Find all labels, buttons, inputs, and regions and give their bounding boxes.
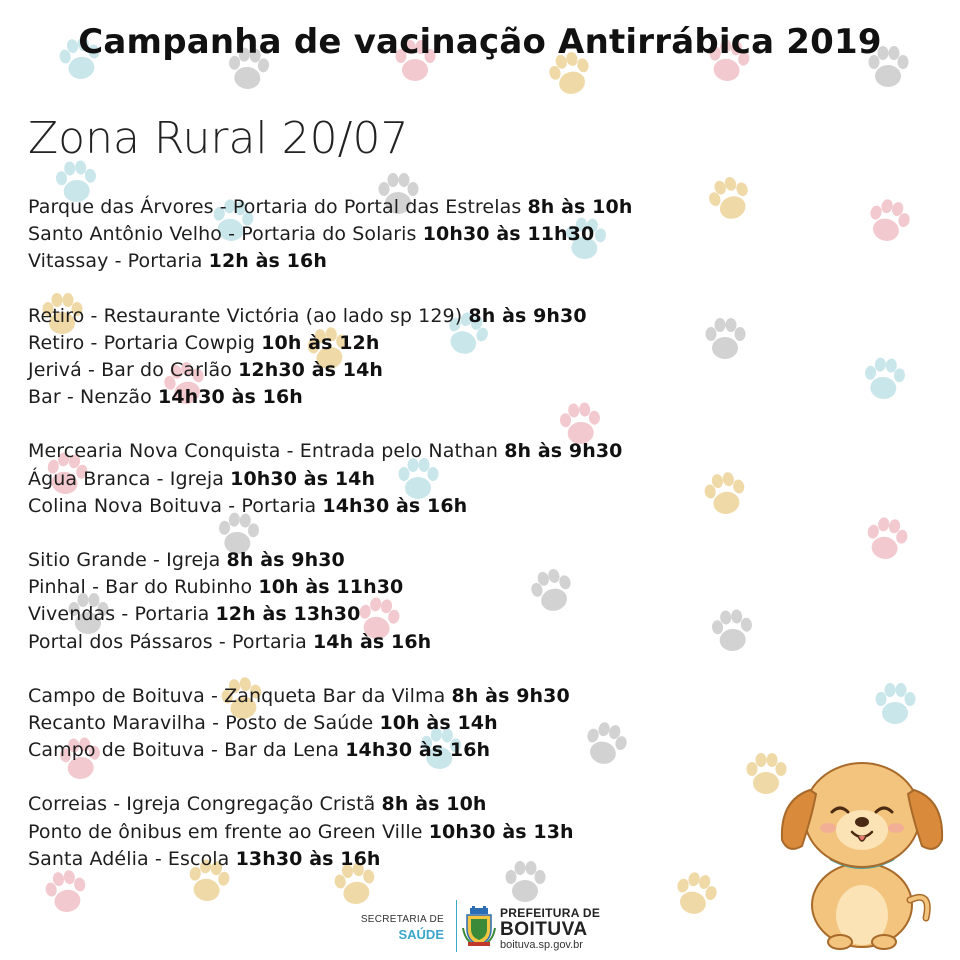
location-text: Portal dos Pássaros - Portaria	[28, 630, 307, 653]
page-title: Campanha de vacinação Antirrábica 2019	[78, 22, 882, 62]
schedule-group	[28, 194, 632, 276]
puppy-illustration	[770, 750, 950, 950]
schedule-row	[28, 791, 632, 818]
paw-print-icon	[671, 869, 720, 919]
secretaria-label: SECRETARIA DE	[360, 914, 444, 925]
location-text: Mercearia Nova Conquista - Entrada pelo Nathan	[28, 440, 499, 463]
location-text: Retiro - Portaria Cowpig	[28, 331, 256, 354]
location-text: Santa Adélia - Escola	[28, 847, 230, 870]
schedule-row	[28, 493, 632, 520]
city-crest-icon	[462, 906, 496, 948]
schedule-row	[28, 357, 632, 384]
time-range: 14h30 às 16h	[322, 494, 468, 517]
schedule-group	[28, 791, 632, 873]
time-range: 14h30 às 16h	[345, 739, 491, 762]
schedule-row	[28, 384, 632, 411]
location-text: Sitio Grande - Igreja	[28, 549, 221, 572]
time-range: 12h às 16h	[208, 250, 327, 273]
time-range: 10h às 14h	[379, 712, 498, 735]
time-range: 12h às 13h30	[215, 603, 361, 626]
location-text: Vitassay - Portaria	[28, 250, 203, 273]
paw-print-icon	[704, 172, 756, 224]
location-text: Retiro - Restaurante Victória (ao lado sp 129)	[28, 304, 463, 327]
location-text: Campo de Boituva - Bar da Lena	[28, 739, 340, 762]
time-range: 8h às 9h30	[451, 684, 570, 707]
time-range: 8h às 9h30	[226, 549, 345, 572]
location-text: Ponto de ônibus em frente ao Green Ville	[28, 820, 423, 843]
page-subtitle: Zona Rural 20/07	[28, 113, 409, 164]
time-range: 14h às 16h	[312, 630, 432, 653]
boituva-label: BOITUVA	[500, 919, 588, 940]
schedule-row	[28, 330, 632, 357]
time-range: 10h30 às 11h30	[422, 223, 595, 246]
paw-print-icon	[863, 356, 906, 400]
location-text: Recanto Maravilha - Posto de Saúde	[28, 712, 374, 735]
schedule-group	[28, 547, 632, 656]
time-range: 10h às 12h	[261, 331, 380, 354]
schedule-row	[28, 194, 632, 221]
schedule-row	[28, 303, 632, 330]
location-text: Santo Antônio Velho - Portaria do Solaris	[28, 223, 417, 246]
time-range: 13h30 às 16h	[235, 847, 381, 870]
schedule-group	[28, 438, 632, 520]
paw-print-icon	[864, 196, 913, 246]
schedule-row	[28, 846, 632, 873]
secretaria-saude-logo	[358, 914, 444, 942]
time-range: 10h30 às 14h	[230, 467, 376, 490]
time-range: 8h às 9h30	[468, 304, 587, 327]
location-text: Jerivá - Bar do Carlão	[28, 359, 232, 382]
time-range: 10h às 11h30	[258, 576, 404, 599]
paw-print-icon	[706, 318, 746, 359]
paw-print-icon	[702, 470, 749, 517]
location-text: Pinhal - Bar do Rubinho	[28, 576, 253, 599]
saude-label: SAÚDE	[398, 927, 444, 942]
schedule-row	[28, 466, 632, 493]
schedule-row	[28, 737, 632, 764]
schedule-group	[28, 683, 632, 765]
schedule-row	[28, 547, 632, 574]
location-text: Água Branca - Igreja	[28, 467, 225, 490]
paw-print-icon	[876, 683, 916, 724]
time-range: 14h30 às 16h	[157, 386, 303, 409]
schedule-row	[28, 629, 632, 656]
location-text: Colina Nova Boituva - Portaria	[28, 494, 317, 517]
schedule-list	[28, 194, 632, 900]
location-text: Bar - Nenzão	[28, 386, 152, 409]
schedule-row	[28, 683, 632, 710]
schedule-row	[28, 601, 632, 628]
time-range: 10h30 às 13h	[428, 820, 574, 843]
prefeitura-label: PREFEITURA DE	[500, 906, 601, 920]
location-text: Parque das Árvores - Portaria do Portal das Estrelas	[28, 196, 522, 218]
schedule-row	[28, 710, 632, 737]
schedule-row	[28, 819, 632, 846]
prefeitura-logo	[500, 907, 600, 951]
website-link[interactable]: boituva.sp.gov.br	[500, 939, 583, 951]
schedule-row	[28, 221, 632, 248]
paw-print-icon	[711, 608, 754, 652]
location-text: Correias - Igreja Congregação Cristã	[28, 793, 376, 816]
schedule-row	[28, 574, 632, 601]
location-text: Campo de Boituva - Zanqueta Bar da Vilma	[28, 684, 446, 707]
schedule-row	[28, 438, 632, 465]
time-range: 8h às 10h	[381, 793, 487, 816]
time-range: 8h às 10h	[527, 196, 633, 218]
schedule-group	[28, 303, 632, 412]
footer-divider	[456, 900, 457, 952]
schedule-row	[28, 248, 632, 275]
paw-print-icon	[863, 515, 910, 562]
location-text: Vivendas - Portaria	[28, 603, 210, 626]
time-range: 8h às 9h30	[504, 440, 623, 463]
time-range: 12h30 às 14h	[238, 359, 384, 382]
